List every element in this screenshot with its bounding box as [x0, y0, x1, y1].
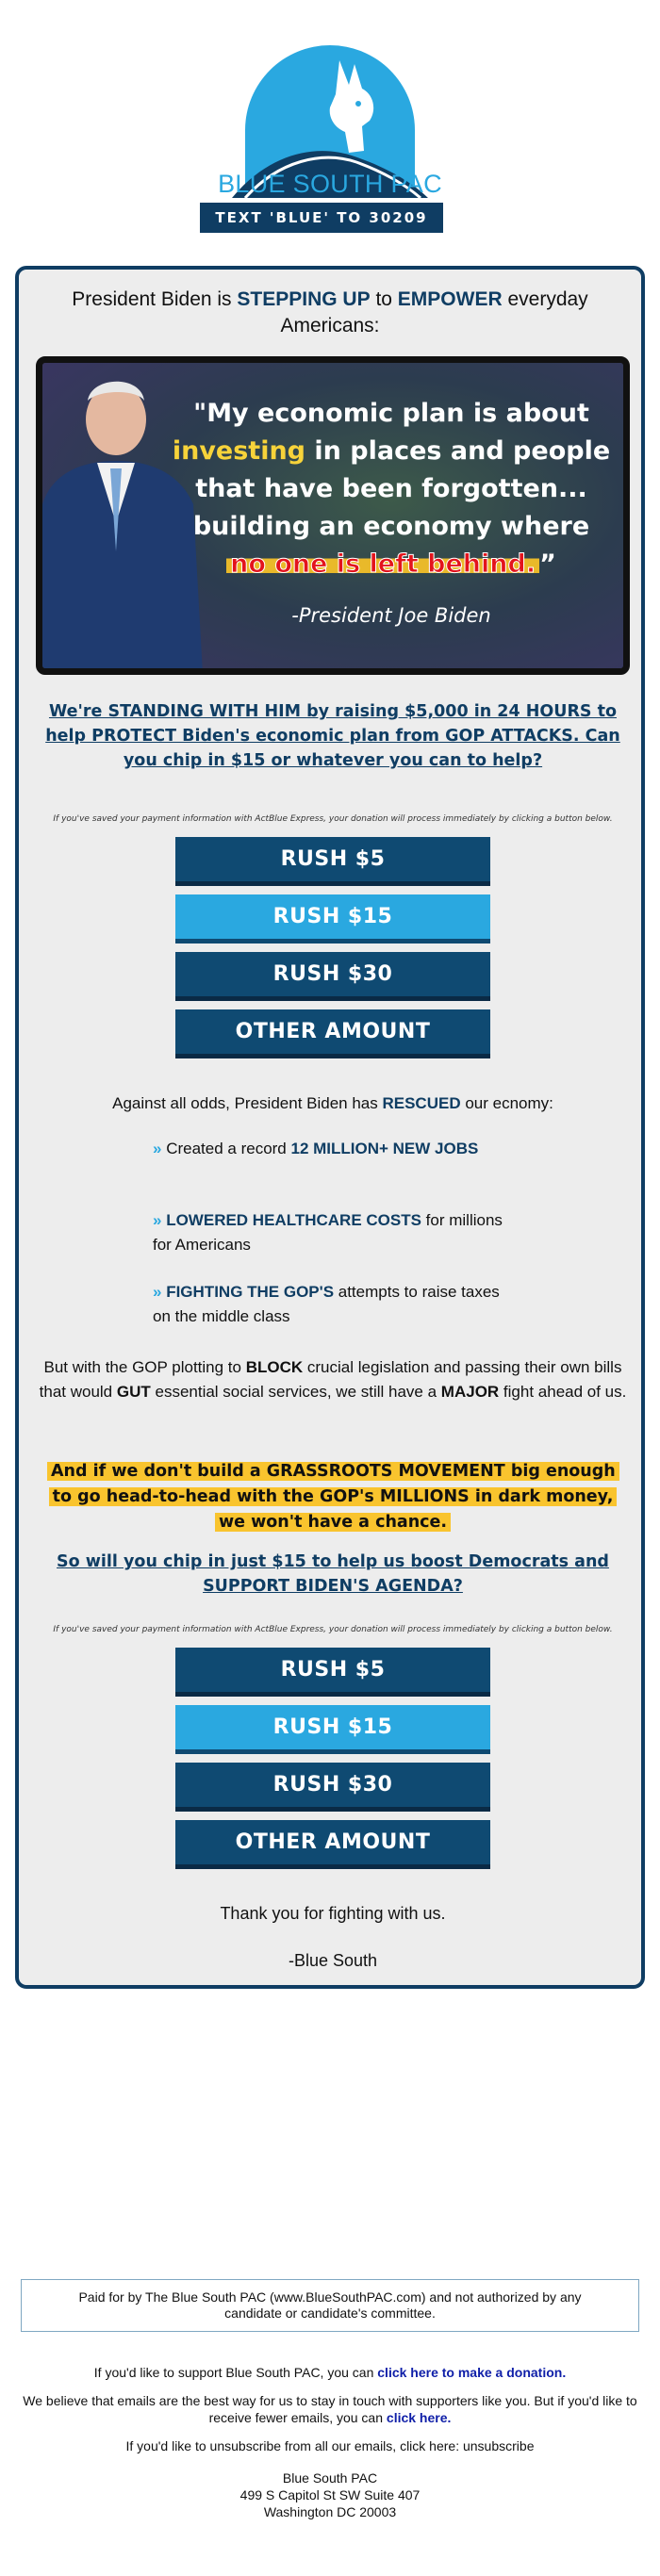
rush-15-button[interactable]: RUSH $15	[175, 894, 490, 943]
quote-image[interactable]	[36, 356, 630, 675]
signature: -Blue South	[288, 1951, 378, 1970]
quote-text: "My economic plan is about investing in places and people that have been forgotten... building an economy where no one is left behind. ”	[172, 399, 611, 579]
actblue-express-note: If you've saved your payment information with ActBlue Express, your donation will process immediately by clicking a button below.	[53, 814, 613, 824]
other-amount-button[interactable]: OTHER AMOUNT	[175, 1009, 490, 1058]
unsubscribe-line[interactable]: If you'd like to unsubscribe from all our emails, click here: unsubscribe	[125, 2438, 535, 2453]
intro-text: President Biden is STEPPING UP to EMPOWER everyday Americans:	[72, 288, 588, 336]
paid-for-disclaimer: Paid for by The Blue South PAC (www.BlueSouthPAC.com) and not authorized by any candidate or candidate's committee.	[21, 2279, 639, 2332]
donation-link[interactable]: click here to make a donation.	[377, 2365, 567, 2380]
address-name: Blue South PAC	[282, 2470, 378, 2486]
grassroots-highlight: And if we don't build a GRASSROOTS MOVEMENT big enough to go head-to-head with the GOP's MILLIONS in dark money, we won't have a chance.	[47, 1459, 619, 1535]
list-item: » FIGHTING THE GOP'S attempts to raise taxes on the middle class	[153, 1283, 500, 1325]
other-amount-button[interactable]: OTHER AMOUNT	[175, 1820, 490, 1869]
rush-15-button[interactable]: RUSH $15	[175, 1705, 490, 1754]
thanks-text: Thank you for fighting with us.	[220, 1904, 446, 1923]
fewer-emails-link[interactable]: click here.	[386, 2410, 452, 2425]
fewer-emails-line: We believe that emails are the best way for us to stay in touch with supporters like you. But if you'd like to receive fewer emails, you can click here.	[23, 2393, 637, 2425]
donate-link-top[interactable]: We're STANDING WITH HIM by raising $5,000 in 24 HOURS to help PROTECT Biden's economic plan from GOP ATTACKS. Can you chip in $15 or whatever you can to help?	[45, 702, 620, 770]
list-item: » LOWERED HEALTHCARE COSTS for millions for Americans	[153, 1211, 503, 1254]
address-street: 499 S Capitol St SW Suite 407	[239, 2487, 421, 2502]
rescued-text: Against all odds, President Biden has RESCUED our ecnomy:	[112, 1094, 553, 1112]
gop-paragraph: But with the GOP plotting to BLOCK crucial legislation and passing their own bills that would GUT essential social services, we still have a MAJOR fight ahead of us.	[39, 1358, 627, 1401]
rush-30-button[interactable]: RUSH $30	[175, 1763, 490, 1812]
logo	[0, 28, 660, 239]
address-city: Washington DC 20003	[263, 2504, 397, 2519]
org-name: BLUE SOUTH PAC	[218, 170, 442, 198]
main-card	[15, 266, 645, 1989]
donate-link-bottom[interactable]: So will you chip in just $15 to help us boost Democrats and SUPPORT BIDEN'S AGENDA?	[57, 1552, 609, 1596]
rush-5-button[interactable]: RUSH $5	[175, 1648, 490, 1697]
rush-5-button[interactable]: RUSH $5	[175, 837, 490, 886]
quote-attribution: -President Joe Biden	[291, 604, 491, 627]
text-to-join-banner: TEXT 'BLUE' TO 30209	[200, 203, 443, 233]
support-line: If you'd like to support Blue South PAC, you can click here to make a donation.	[93, 2365, 567, 2380]
actblue-express-note: If you've saved your payment information with ActBlue Express, your donation will process immediately by clicking a button below.	[53, 1625, 613, 1634]
list-item: » Created a record 12 MILLION+ NEW JOBS	[153, 1140, 479, 1157]
rush-30-button[interactable]: RUSH $30	[175, 952, 490, 1001]
